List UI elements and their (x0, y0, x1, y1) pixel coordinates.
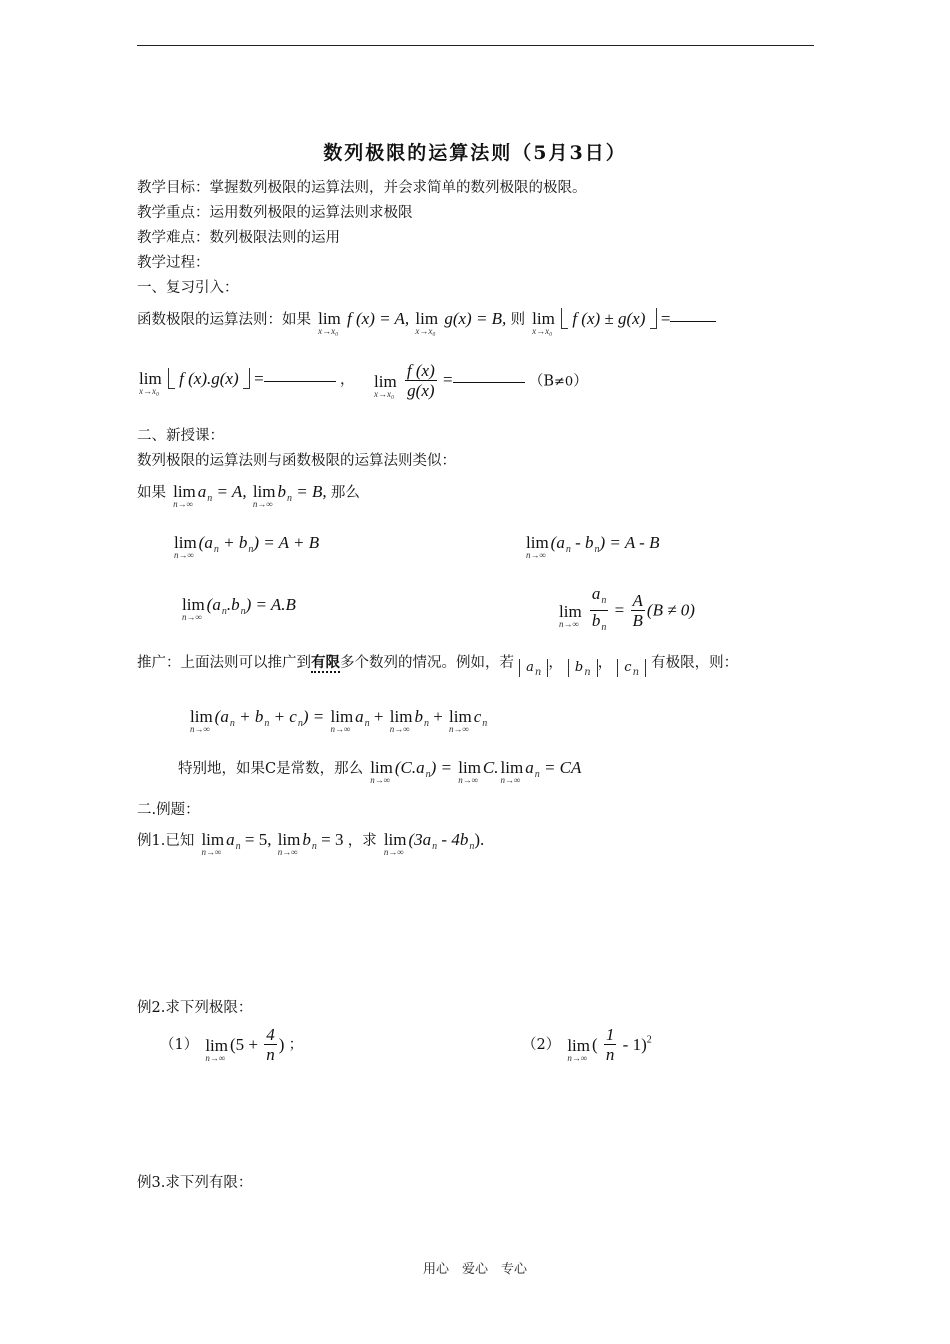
fraction-f-over-g: $\frac{f (x)}{g(x)}$ (406, 361, 435, 400)
lim-x-3: lim x→x₀ (532, 309, 555, 336)
lim-x-4: lim x→x₀ (139, 369, 162, 396)
section-review: 一、复习引入： (137, 280, 239, 296)
page-footer: 用心 爱心 专心 (422, 1262, 527, 1277)
teaching-key-point: 教学重点：运用数列极限的运算法则求极限 (137, 205, 413, 221)
product-rule: lim n→∞ $(a_n.b_n) = A.B$ (182, 595, 296, 622)
gx-eq-B: g(x) = B, (444, 309, 507, 328)
fx-eq-A: f (x) = A, (347, 309, 410, 328)
answer-blank-1 (670, 309, 716, 322)
lim-n-1: lim n→∞ (173, 482, 196, 509)
three-sum-rule: lim n→∞ $(a_n + b_n + c_n) = \lim$ n→∞ $a_n + \lim$ n→∞ $b_n + \lim$ n→∞ $c_n$ (190, 707, 488, 734)
example-2-part-2: （2） lim n→∞ ( $\frac{1}{n}$ - 1)$^2$ (522, 1025, 652, 1064)
sequence-c: $c_n$ (617, 659, 646, 677)
lim-x-5: lim x→x₀ (374, 371, 397, 399)
condition-neq: ≠0 (554, 374, 574, 390)
emphasis-finite: 有限 (311, 654, 340, 671)
example-2-title: 例2.求下列极限： (137, 1000, 253, 1016)
lim-x-2: lim x→x₀ (415, 309, 439, 336)
bracket-right (650, 308, 657, 329)
quotient-rule: lim n→∞ $\frac{a_n}{b_n}$ = $\frac{A}{B}$ (B ≠ 0) (559, 584, 695, 633)
sum-rule: lim n→∞ $(a_n + b_n) = A + B$ (174, 533, 320, 560)
example-2-part-1: （1） lim n→∞ (5 + $\frac{4}{n}$ ) ； (160, 1025, 304, 1064)
difference-rule: lim n→∞ $(a_n - b_n) = A - B$ (526, 533, 660, 560)
func-rules-prefix: 函数极限的运算法则：如果 (137, 312, 311, 328)
function-quotient-rule: lim x→x₀ $\frac{f (x)}{g(x)}$ = （B≠0） (374, 361, 588, 400)
f-dot-g: f (x).g(x) (179, 369, 239, 388)
bracket-right-2 (243, 368, 250, 389)
example-3-title: 例3.求下列有限： (137, 1175, 253, 1191)
teaching-process: 教学过程： (137, 255, 210, 271)
generalization-line: 推广：上面法则可以推广到有限多个数列的情况。例如，若 $a_n$， $b_n$， $c_n$ 有极限，则： (137, 654, 739, 678)
lim-n-2: lim n→∞ (252, 482, 276, 509)
section-new-lesson: 二、新授课： (137, 428, 224, 444)
f-pm-g: f (x) ± g(x) (572, 309, 646, 328)
function-limit-rules-line1: 函数极限的运算法则：如果 lim x→x₀ f (x) = A, lim x→x₀ g(x) = B, 则 lim x→x₀ f (x) ± g(x) = (137, 308, 716, 330)
section-examples: 二.例题： (137, 802, 200, 818)
header-rule (137, 45, 814, 46)
bracket-left (561, 308, 568, 329)
teaching-goal: 教学目标：掌握数列极限的运算法则，并会求简单的数列极限的极限。 (137, 180, 587, 196)
func-then: 则 (510, 312, 526, 328)
sequence-premise: 如果 lim n→∞ $a_n = A$, lim n→∞ $b_n = B$, 那么 (137, 482, 360, 509)
answer-blank-3 (453, 370, 525, 383)
bracket-left-2 (168, 368, 175, 389)
constant-rule: 特别地，如果C是常数，那么 lim n→∞ $(C.a_n) = \lim$ n→∞ C. lim n→∞ $a_n$ = CA (178, 758, 582, 785)
sequence-a: $a_n$ (519, 659, 548, 677)
teaching-difficulty: 教学难点：数列极限法则的运用 (137, 230, 340, 246)
sequence-b: $b_n$ (568, 659, 598, 677)
page-title: 数列极限的运算法则（5月3日） (323, 142, 627, 164)
lim-x-1: lim x→x₀ (318, 309, 341, 336)
example-1: 例1.已知 lim n→∞ $a_n = 5$, lim n→∞ $b_n = 3$ ，求 lim n→∞ $(3a_n - 4b_n)$. (137, 830, 485, 857)
answer-blank-2 (264, 369, 336, 382)
similar-note: 数列极限的运算法则与函数极限的运算法则类似： (137, 453, 456, 469)
function-limit-rules-line2: lim x→x₀ f (x).g(x) = ， (139, 369, 355, 396)
